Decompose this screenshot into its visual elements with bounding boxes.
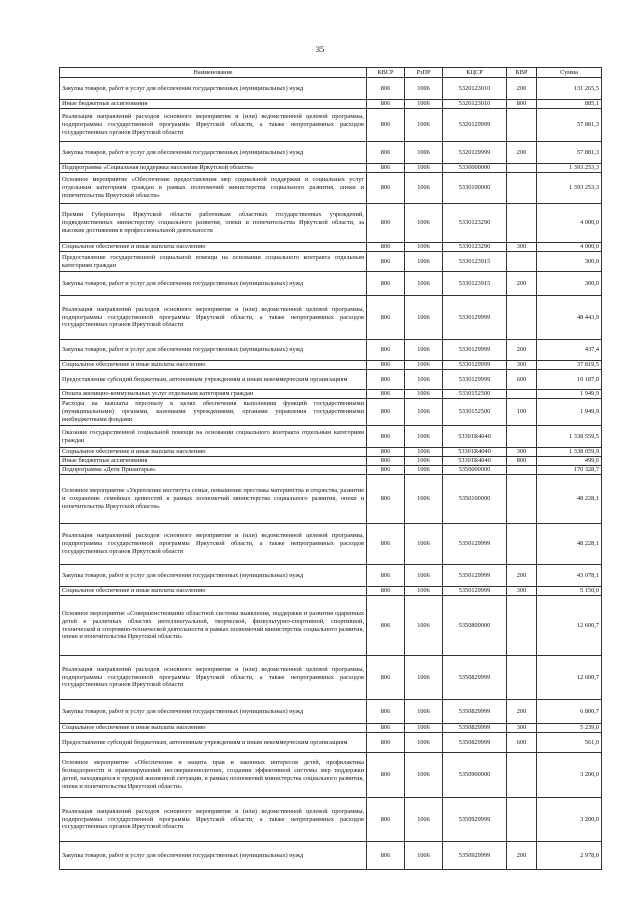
row-kcsr: 5350000000 — [443, 466, 507, 475]
table-row — [60, 656, 602, 700]
row-kvsr: 806 — [367, 842, 405, 870]
table-row — [60, 842, 602, 870]
row-name: Предоставление субсидий бюджетным, автономным учреждениям и иным некоммерческим организациям — [60, 370, 367, 390]
row-kvsr: 806 — [367, 252, 405, 272]
row-rzpr: 1006 — [405, 475, 443, 524]
table-row — [60, 204, 602, 243]
row-name: Предоставление государственной социальной помощи на основании социального контракта отдельным категориям граждан — [60, 252, 367, 272]
row-name: Иные бюджетные ассигнования — [60, 100, 367, 109]
table-row — [60, 565, 602, 587]
row-name: Реализация направлений расходов основного мероприятия и (или) ведомственной целевой программы, подпрограммы государственной программы Иркутской области, а также непрограммных расходов государственных органов Иркутской области — [60, 798, 367, 842]
row-rzpr: 1006 — [405, 243, 443, 252]
row-name: Закупка товаров, работ и услуг для обеспечения государственных (муниципальных) нужд — [60, 340, 367, 361]
row-sum: 37 819,5 — [537, 361, 602, 370]
table-row — [60, 340, 602, 361]
row-sum: 5 150,0 — [537, 587, 602, 596]
row-kvr: 600 — [507, 370, 537, 390]
row-kcsr: 5320129999 — [443, 142, 507, 164]
table-row — [60, 596, 602, 656]
budget-table — [59, 67, 602, 870]
row-sum: 1 949,9 — [537, 399, 602, 426]
table-row — [60, 587, 602, 596]
row-sum: 1 338 059,9 — [537, 448, 602, 457]
column-header-kvsr: КВСР — [367, 68, 405, 78]
page-number: 35 — [315, 44, 325, 54]
row-kvr — [507, 109, 537, 142]
row-name: Основное мероприятие «Совершенствование областной системы выявления, поддержки и развития одаренных детей в различных областях интеллектуальной, творческой, физкультурно-спортивной, спортивной, технической и спортивно-технической деятельности в рамках полномочий министерства социального развития, опеки и попечительства Иркутской области» — [60, 596, 367, 656]
row-rzpr: 1006 — [405, 296, 443, 340]
row-sum: 12 600,7 — [537, 596, 602, 656]
row-name: Основное мероприятие «Укрепление института семьи, повышение престижа материнства и отцовства, развитие и сохранение семейных ценностей в рамках полномочий министерства социального развития, опеки и попечительства Иркутской области» — [60, 475, 367, 524]
row-kcsr: 5350829999 — [443, 724, 507, 733]
row-kcsr: 53301R4040 — [443, 457, 507, 466]
row-name: Закупка товаров, работ и услуг для обеспечения государственных (муниципальных) нужд — [60, 78, 367, 100]
row-kvsr: 806 — [367, 164, 405, 173]
table-row — [60, 173, 602, 204]
row-kvr — [507, 390, 537, 399]
row-kvr — [507, 524, 537, 565]
row-name: Предоставление субсидий бюджетным, автономным учреждениям и иным некоммерческим организациям — [60, 733, 367, 753]
row-name: Расходы на выплаты персоналу в целях обеспечения выполнения функций государственными (муниципальными) органами, казенными учреждениями, органами управления государственными внебюджетными фондами — [60, 399, 367, 426]
table-row — [60, 724, 602, 733]
row-kcsr: 5330123915 — [443, 252, 507, 272]
row-kvr — [507, 466, 537, 475]
row-kvsr: 806 — [367, 296, 405, 340]
row-kvsr: 806 — [367, 204, 405, 243]
table-row — [60, 524, 602, 565]
row-kvr — [507, 475, 537, 524]
table-row — [60, 361, 602, 370]
row-kcsr: 5350100000 — [443, 475, 507, 524]
row-kvr: 200 — [507, 142, 537, 164]
row-name: Подпрограмма «Дети Приангарья» — [60, 466, 367, 475]
row-sum: 48 228,1 — [537, 524, 602, 565]
column-header-rzpr: РзПР — [405, 68, 443, 78]
row-kcsr: 5330129999 — [443, 361, 507, 370]
row-name: Премии Губернатора Иркутской области работникам областных государственных учреждений, подведомственных министерству социального развития, опеки и попечительства Иркутской области, за высокие достижения в профессиональной деятельности — [60, 204, 367, 243]
row-kvr: 200 — [507, 272, 537, 296]
row-kvr: 800 — [507, 457, 537, 466]
row-name: Оказание государственной социальной помощи на основании социального контракта отдельным категориям граждан — [60, 426, 367, 448]
table-row — [60, 753, 602, 798]
row-kvr — [507, 798, 537, 842]
row-kcsr: 53301R4040 — [443, 448, 507, 457]
table-row — [60, 78, 602, 100]
row-sum: 437,4 — [537, 340, 602, 361]
row-kcsr: 5330152500 — [443, 390, 507, 399]
row-kvsr: 806 — [367, 753, 405, 798]
row-kvsr: 806 — [367, 656, 405, 700]
row-kvsr: 806 — [367, 724, 405, 733]
row-sum: 885,1 — [537, 100, 602, 109]
row-name: Закупка товаров, работ и услуг для обеспечения государственных (муниципальных) нужд — [60, 272, 367, 296]
column-header-kcsr: КЦСР — [443, 68, 507, 78]
row-kvsr: 806 — [367, 399, 405, 426]
row-kvr: 600 — [507, 733, 537, 753]
column-header-sum: Сумма — [537, 68, 602, 78]
row-kvsr: 806 — [367, 78, 405, 100]
row-kvsr: 806 — [367, 475, 405, 524]
row-rzpr: 1006 — [405, 724, 443, 733]
table-row — [60, 109, 602, 142]
row-rzpr: 1006 — [405, 361, 443, 370]
row-sum: 499,6 — [537, 457, 602, 466]
row-rzpr: 1006 — [405, 142, 443, 164]
row-rzpr: 1006 — [405, 399, 443, 426]
row-kvr — [507, 296, 537, 340]
row-kcsr: 53301R4040 — [443, 426, 507, 448]
row-kcsr: 5330152500 — [443, 399, 507, 426]
table-row — [60, 426, 602, 448]
row-name: Социальное обеспечение и иные выплаты населению — [60, 361, 367, 370]
column-header-kvr: КВР — [507, 68, 537, 78]
row-name: Основное мероприятие «Обеспечение предоставления мер социальной поддержки и социальных услуг отдельным категориям граждан в рамках полномочий министерства социального развития, опеки и попечительства Иркутской области» — [60, 173, 367, 204]
row-rzpr: 1006 — [405, 753, 443, 798]
row-name: Закупка товаров, работ и услуг для обеспечения государственных (муниципальных) нужд — [60, 565, 367, 587]
row-sum: 57 881,3 — [537, 109, 602, 142]
row-kcsr: 5330123290 — [443, 243, 507, 252]
row-kvr — [507, 596, 537, 656]
row-kvsr: 806 — [367, 596, 405, 656]
row-rzpr: 1006 — [405, 587, 443, 596]
table-row — [60, 475, 602, 524]
table-row — [60, 142, 602, 164]
row-kvr: 200 — [507, 565, 537, 587]
row-sum: 1 949,9 — [537, 390, 602, 399]
row-kvr: 300 — [507, 243, 537, 252]
row-kcsr: 5350929999 — [443, 798, 507, 842]
row-kvsr: 806 — [367, 733, 405, 753]
row-kcsr: 5350129999 — [443, 524, 507, 565]
row-rzpr: 1006 — [405, 173, 443, 204]
table-row — [60, 390, 602, 399]
row-name: Оплата жилищно-коммунальных услуг отдельным категориям граждан — [60, 390, 367, 399]
row-sum: 6 800,7 — [537, 700, 602, 724]
row-sum: 4 000,0 — [537, 204, 602, 243]
row-rzpr: 1006 — [405, 700, 443, 724]
row-kcsr: 5320123010 — [443, 100, 507, 109]
row-sum: 131 265,5 — [537, 78, 602, 100]
table-row — [60, 252, 602, 272]
row-name: Социальное обеспечение и иные выплаты населению — [60, 724, 367, 733]
row-rzpr: 1006 — [405, 457, 443, 466]
row-kvsr: 806 — [367, 390, 405, 399]
row-sum: 300,0 — [537, 252, 602, 272]
row-name: Иные бюджетные ассигнования — [60, 457, 367, 466]
row-rzpr: 1006 — [405, 656, 443, 700]
row-rzpr: 1006 — [405, 466, 443, 475]
row-rzpr: 1006 — [405, 448, 443, 457]
row-rzpr: 1006 — [405, 565, 443, 587]
row-sum: 3 200,0 — [537, 753, 602, 798]
row-sum: 1 393 253,3 — [537, 173, 602, 204]
row-rzpr: 1006 — [405, 272, 443, 296]
row-kvr: 300 — [507, 587, 537, 596]
row-kvsr: 806 — [367, 370, 405, 390]
table-header-row — [60, 68, 602, 78]
row-kvr — [507, 164, 537, 173]
row-kvr: 200 — [507, 78, 537, 100]
row-kvsr: 806 — [367, 173, 405, 204]
row-name: Закупка товаров, работ и услуг для обеспечения государственных (муниципальных) нужд — [60, 142, 367, 164]
row-sum: 57 881,3 — [537, 142, 602, 164]
row-sum: 3 200,0 — [537, 798, 602, 842]
row-kvsr: 806 — [367, 700, 405, 724]
row-rzpr: 1006 — [405, 370, 443, 390]
row-rzpr: 1006 — [405, 733, 443, 753]
row-kcsr: 5330000000 — [443, 164, 507, 173]
row-rzpr: 1006 — [405, 524, 443, 565]
table-row — [60, 700, 602, 724]
row-kvsr: 806 — [367, 109, 405, 142]
row-rzpr: 1006 — [405, 426, 443, 448]
row-sum: 4 000,0 — [537, 243, 602, 252]
row-rzpr: 1006 — [405, 204, 443, 243]
row-rzpr: 1006 — [405, 596, 443, 656]
row-rzpr: 1006 — [405, 164, 443, 173]
row-sum: 48 228,1 — [537, 475, 602, 524]
row-sum: 48 443,9 — [537, 296, 602, 340]
row-sum: 5 239,0 — [537, 724, 602, 733]
table-row — [60, 399, 602, 426]
row-kvsr: 806 — [367, 243, 405, 252]
row-kvsr: 806 — [367, 272, 405, 296]
row-kcsr: 5320129999 — [443, 109, 507, 142]
row-sum: 12 600,7 — [537, 656, 602, 700]
row-kvsr: 806 — [367, 587, 405, 596]
table-row — [60, 272, 602, 296]
row-kcsr: 5330129999 — [443, 296, 507, 340]
row-name: Реализация направлений расходов основного мероприятия и (или) ведомственной целевой программы, подпрограммы государственной программы Иркутской области, а также непрограммных расходов государственных органов Иркутской области — [60, 524, 367, 565]
row-sum: 170 328,7 — [537, 466, 602, 475]
row-kvr — [507, 173, 537, 204]
table-row — [60, 100, 602, 109]
row-sum: 300,0 — [537, 272, 602, 296]
row-kvsr: 806 — [367, 524, 405, 565]
row-rzpr: 1006 — [405, 842, 443, 870]
table-row — [60, 296, 602, 340]
row-kvsr: 806 — [367, 142, 405, 164]
row-name: Социальное обеспечение и иные выплаты населению — [60, 448, 367, 457]
row-kcsr: 5350129999 — [443, 565, 507, 587]
row-name: Подпрограмма «Социальная поддержка населения Иркутской области» — [60, 164, 367, 173]
row-sum: 43 078,1 — [537, 565, 602, 587]
row-kvr: 200 — [507, 842, 537, 870]
row-kcsr: 5350829999 — [443, 700, 507, 724]
row-kvr: 300 — [507, 724, 537, 733]
row-kvr: 100 — [507, 399, 537, 426]
row-kcsr: 5350829999 — [443, 656, 507, 700]
row-name: Социальное обеспечение и иные выплаты населению — [60, 243, 367, 252]
row-kvsr: 806 — [367, 361, 405, 370]
row-sum: 561,0 — [537, 733, 602, 753]
row-kcsr: 5350129999 — [443, 587, 507, 596]
row-name: Закупка товаров, работ и услуг для обеспечения государственных (муниципальных) нужд — [60, 700, 367, 724]
row-kvr — [507, 753, 537, 798]
table-body — [60, 78, 602, 870]
row-rzpr: 1006 — [405, 252, 443, 272]
row-kvr: 800 — [507, 100, 537, 109]
row-kvsr: 806 — [367, 457, 405, 466]
column-header-name: Наименование — [60, 68, 367, 78]
table-row — [60, 164, 602, 173]
row-kvr — [507, 252, 537, 272]
row-rzpr: 1006 — [405, 390, 443, 399]
row-kcsr: 5320123010 — [443, 78, 507, 100]
row-rzpr: 1006 — [405, 78, 443, 100]
row-kvsr: 806 — [367, 466, 405, 475]
row-kcsr: 5350800000 — [443, 596, 507, 656]
table-row — [60, 243, 602, 252]
row-sum: 1 393 253,3 — [537, 164, 602, 173]
row-sum: 1 338 559,5 — [537, 426, 602, 448]
row-kcsr: 5330129999 — [443, 340, 507, 361]
row-kcsr: 5350929999 — [443, 842, 507, 870]
row-kcsr: 5330123290 — [443, 204, 507, 243]
row-kvsr: 806 — [367, 798, 405, 842]
row-rzpr: 1006 — [405, 798, 443, 842]
row-kvr: 200 — [507, 700, 537, 724]
row-kcsr: 5350900000 — [443, 753, 507, 798]
row-kcsr: 5330129999 — [443, 370, 507, 390]
row-kvsr: 806 — [367, 426, 405, 448]
row-sum: 10 187,0 — [537, 370, 602, 390]
table-row — [60, 457, 602, 466]
table-row — [60, 798, 602, 842]
row-name: Основное мероприятие «Обеспечение и защита прав и законных интересов детей, профилактика безнадзорности и правонарушений несовершеннолетних, создания эффективной системы мер поддержки детей, находящихся в трудной жизненной ситуации, в рамках полномочий министерства социального развития, опеки и попечительства Иркутской области» — [60, 753, 367, 798]
row-name: Реализация направлений расходов основного мероприятия и (или) ведомственной целевой программы, подпрограммы государственной программы Иркутской области, а также непрограммных расходов государственных органов Иркутской области — [60, 296, 367, 340]
row-rzpr: 1006 — [405, 100, 443, 109]
row-name: Социальное обеспечение и иные выплаты населению — [60, 587, 367, 596]
row-kvr — [507, 204, 537, 243]
row-kvsr: 806 — [367, 565, 405, 587]
row-rzpr: 1006 — [405, 109, 443, 142]
table-row — [60, 466, 602, 475]
row-kcsr: 5350829999 — [443, 733, 507, 753]
row-kvr: 300 — [507, 361, 537, 370]
row-kcsr: 5330100000 — [443, 173, 507, 204]
row-name: Закупка товаров, работ и услуг для обеспечения государственных (муниципальных) нужд — [60, 842, 367, 870]
row-name: Реализация направлений расходов основного мероприятия и (или) ведомственной целевой программы, подпрограммы государственной программы Иркутской области, а также непрограммных расходов государственных органов Иркутской области — [60, 109, 367, 142]
row-kvsr: 806 — [367, 448, 405, 457]
row-rzpr: 1006 — [405, 340, 443, 361]
row-kvr — [507, 426, 537, 448]
row-kvr: 300 — [507, 448, 537, 457]
row-sum: 2 978,0 — [537, 842, 602, 870]
row-kvsr: 806 — [367, 340, 405, 361]
table-row — [60, 448, 602, 457]
row-kvr: 200 — [507, 340, 537, 361]
row-kcsr: 5330123915 — [443, 272, 507, 296]
row-kvsr: 806 — [367, 100, 405, 109]
row-name: Реализация направлений расходов основного мероприятия и (или) ведомственной целевой программы, подпрограммы государственной программы Иркутской области, а также непрограммных расходов государственных органов Иркутской области — [60, 656, 367, 700]
table-row — [60, 733, 602, 753]
table-row — [60, 370, 602, 390]
row-kvr — [507, 656, 537, 700]
